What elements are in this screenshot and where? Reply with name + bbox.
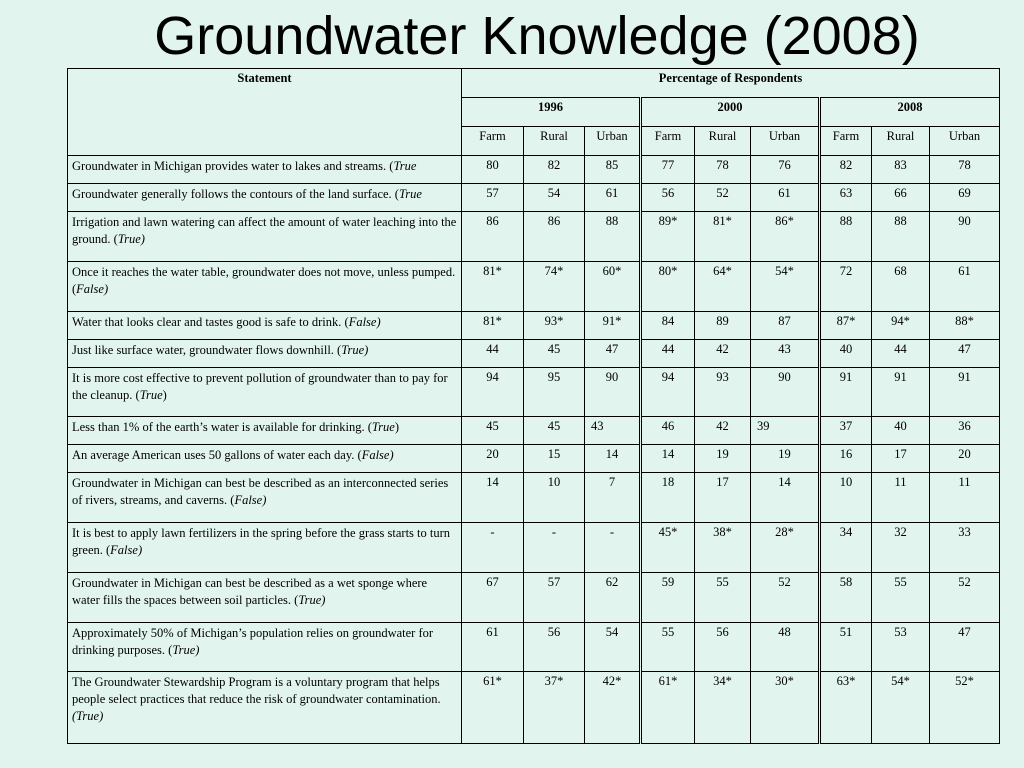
value-cell: 88	[872, 212, 930, 262]
value-cell: 91*	[585, 311, 641, 339]
table-row	[68, 417, 1000, 445]
value-cell: 91	[820, 367, 872, 417]
statement-cell	[68, 622, 462, 672]
statement-cell	[68, 417, 462, 445]
answer-text: False)	[110, 543, 143, 558]
subgroup-header: Urban	[751, 127, 820, 156]
value-cell: 52	[930, 572, 1000, 622]
value-cell: 14	[751, 473, 820, 523]
value-cell: 20	[462, 445, 524, 473]
value-cell: 10	[524, 473, 585, 523]
statement-text: It is more cost effective to prevent pollution of groundwater than to pay for the cleanup. (	[72, 370, 448, 402]
statement-text: Once it reaches the water table, groundwater does not move, unless pumped. (	[72, 264, 456, 296]
groundwater-knowledge-table	[67, 68, 1000, 744]
value-cell: 40	[872, 417, 930, 445]
year-header-2000: 2000	[641, 98, 820, 127]
subgroup-header: Urban	[930, 127, 1000, 156]
value-cell: 95	[524, 367, 585, 417]
statement-header: Statement	[68, 69, 462, 156]
value-cell: 82	[820, 156, 872, 184]
value-cell: 61*	[462, 672, 524, 744]
value-cell: 46	[641, 417, 695, 445]
value-cell: -	[585, 523, 641, 573]
subgroup-header: Farm	[462, 127, 524, 156]
value-cell: 42	[695, 339, 751, 367]
value-cell: 57	[524, 572, 585, 622]
value-cell: 19	[695, 445, 751, 473]
statement-cell	[68, 473, 462, 523]
table-row	[68, 523, 1000, 573]
value-cell: 83	[872, 156, 930, 184]
value-cell: 72	[820, 261, 872, 311]
statement-cell	[68, 572, 462, 622]
value-cell: 37*	[524, 672, 585, 744]
value-cell: 89*	[641, 212, 695, 262]
value-cell: 74*	[524, 261, 585, 311]
value-cell: 52*	[930, 672, 1000, 744]
value-cell: 42	[695, 417, 751, 445]
value-cell: 86*	[751, 212, 820, 262]
answer-text: (True)	[72, 709, 104, 724]
value-cell: 94	[641, 367, 695, 417]
value-cell: 10	[820, 473, 872, 523]
statement-text: Groundwater in Michigan can best be described as an interconnected series of rivers, streams, and caverns. (	[72, 476, 449, 508]
value-cell: 56	[695, 622, 751, 672]
value-cell: 88*	[930, 311, 1000, 339]
value-cell: 54	[585, 622, 641, 672]
statement-text: The Groundwater Stewardship Program is a voluntary program that helps people select practices that reduce the risk of groundwater contamination.	[72, 675, 441, 707]
value-cell: 47	[930, 339, 1000, 367]
value-cell: 94*	[872, 311, 930, 339]
subgroup-header: Farm	[641, 127, 695, 156]
value-cell: 40	[820, 339, 872, 367]
statement-close: )	[162, 387, 167, 402]
value-cell: 61	[462, 622, 524, 672]
answer-text: False)	[76, 281, 109, 296]
value-cell: 15	[524, 445, 585, 473]
statement-text: Groundwater in Michigan can best be described as a wet sponge where water fills the spaces between soil particles. (	[72, 575, 428, 607]
value-cell: 55	[872, 572, 930, 622]
value-cell: 11	[872, 473, 930, 523]
value-cell: 93*	[524, 311, 585, 339]
value-cell: 80*	[641, 261, 695, 311]
value-cell: 44	[462, 339, 524, 367]
statement-cell	[68, 445, 462, 473]
value-cell: 84	[641, 311, 695, 339]
answer-text: False)	[361, 448, 394, 463]
answer-text: True	[398, 187, 422, 202]
value-cell: 34	[820, 523, 872, 573]
statement-text: Groundwater in Michigan provides water to lakes and streams. (	[72, 159, 394, 173]
value-cell: 67	[462, 572, 524, 622]
value-cell: 81*	[695, 212, 751, 262]
value-cell: -	[462, 523, 524, 573]
statement-cell	[68, 212, 462, 262]
value-cell: 87*	[820, 311, 872, 339]
value-cell: 63*	[820, 672, 872, 744]
value-cell: 78	[695, 156, 751, 184]
answer-text: True	[139, 387, 163, 402]
value-cell: 61	[585, 184, 641, 212]
statement-cell	[68, 523, 462, 573]
statement-cell	[68, 339, 462, 367]
value-cell: 48	[751, 622, 820, 672]
value-cell: 17	[872, 445, 930, 473]
value-cell: 20	[930, 445, 1000, 473]
value-cell: 81*	[462, 311, 524, 339]
value-cell: 36	[930, 417, 1000, 445]
value-cell: 54*	[751, 261, 820, 311]
table-row	[68, 367, 1000, 417]
value-cell: 47	[930, 622, 1000, 672]
value-cell: 76	[751, 156, 820, 184]
table-row	[68, 672, 1000, 744]
table-row	[68, 445, 1000, 473]
value-cell: 52	[695, 184, 751, 212]
value-cell: 61	[930, 261, 1000, 311]
value-cell: 51	[820, 622, 872, 672]
statement-text: Approximately 50% of Michigan’s population relies on groundwater for drinking purposes. (	[72, 625, 434, 657]
table-row	[68, 156, 1000, 184]
value-cell: 78	[930, 156, 1000, 184]
value-cell: 44	[872, 339, 930, 367]
statement-close: )	[394, 420, 400, 435]
table-row	[68, 572, 1000, 622]
statement-cell	[68, 311, 462, 339]
value-cell: 14	[585, 445, 641, 473]
statement-text: Groundwater generally follows the contours of the land surface. (	[72, 187, 399, 202]
value-cell: 68	[872, 261, 930, 311]
statement-cell	[68, 156, 462, 184]
table-row	[68, 212, 1000, 262]
value-cell: 81*	[462, 261, 524, 311]
value-cell: 45	[462, 417, 524, 445]
value-cell: 45*	[641, 523, 695, 573]
value-cell: 44	[641, 339, 695, 367]
value-cell: -	[524, 523, 585, 573]
value-cell: 91	[872, 367, 930, 417]
value-cell: 58	[820, 572, 872, 622]
value-cell: 30*	[751, 672, 820, 744]
percentage-header: Percentage of Respondents	[462, 69, 1000, 98]
statement-cell	[68, 672, 462, 744]
value-cell: 85	[585, 156, 641, 184]
statement-text: Just like surface water, groundwater flows downhill. (	[72, 342, 342, 357]
answer-text: True	[371, 420, 395, 435]
value-cell: 57	[462, 184, 524, 212]
subgroup-header: Rural	[872, 127, 930, 156]
value-cell: 18	[641, 473, 695, 523]
value-cell: 11	[930, 473, 1000, 523]
statement-text: An average American uses 50 gallons of water each day. (	[72, 448, 362, 463]
answer-text: False)	[234, 493, 267, 508]
subgroup-header: Rural	[524, 127, 585, 156]
value-cell: 17	[695, 473, 751, 523]
answer-text: True)	[117, 232, 145, 247]
answer-text: True)	[172, 642, 200, 657]
value-cell: 86	[524, 212, 585, 262]
value-cell: 33	[930, 523, 1000, 573]
statement-cell	[68, 367, 462, 417]
value-cell: 82	[524, 156, 585, 184]
statement-text: It is best to apply lawn fertilizers in the spring before the grass starts to turn green. (	[72, 526, 451, 558]
value-cell: 19	[751, 445, 820, 473]
value-cell: 86	[462, 212, 524, 262]
statement-text: Less than 1% of the earth’s water is available for drinking. (	[72, 420, 372, 435]
value-cell: 47	[585, 339, 641, 367]
year-header-1996: 1996	[462, 98, 641, 127]
value-cell: 69	[930, 184, 1000, 212]
value-cell: 63	[820, 184, 872, 212]
value-cell: 55	[641, 622, 695, 672]
value-cell: 56	[524, 622, 585, 672]
value-cell: 80	[462, 156, 524, 184]
table-row	[68, 311, 1000, 339]
answer-text: True	[393, 159, 417, 173]
statement-text: Irrigation and lawn watering can affect the amount of water leaching into the ground. (	[72, 215, 457, 247]
table-row	[68, 622, 1000, 672]
subgroup-header: Farm	[820, 127, 872, 156]
value-cell: 16	[820, 445, 872, 473]
value-cell: 43	[751, 339, 820, 367]
value-cell: 43	[585, 417, 641, 445]
value-cell: 60*	[585, 261, 641, 311]
value-cell: 32	[872, 523, 930, 573]
subgroup-header: Rural	[695, 127, 751, 156]
value-cell: 66	[872, 184, 930, 212]
value-cell: 34*	[695, 672, 751, 744]
answer-text: True)	[298, 592, 326, 607]
value-cell: 77	[641, 156, 695, 184]
value-cell: 87	[751, 311, 820, 339]
value-cell: 88	[585, 212, 641, 262]
value-cell: 94	[462, 367, 524, 417]
value-cell: 54	[524, 184, 585, 212]
value-cell: 42*	[585, 672, 641, 744]
value-cell: 90	[751, 367, 820, 417]
value-cell: 14	[641, 445, 695, 473]
year-header-2008: 2008	[820, 98, 1000, 127]
value-cell: 54*	[872, 672, 930, 744]
value-cell: 53	[872, 622, 930, 672]
answer-text: False)	[348, 314, 381, 329]
value-cell: 88	[820, 212, 872, 262]
value-cell: 37	[820, 417, 872, 445]
page-title: Groundwater Knowledge (2008)	[154, 6, 920, 66]
value-cell: 62	[585, 572, 641, 622]
statement-cell	[68, 184, 462, 212]
value-cell: 61*	[641, 672, 695, 744]
value-cell: 90	[585, 367, 641, 417]
value-cell: 28*	[751, 523, 820, 573]
subgroup-header: Urban	[585, 127, 641, 156]
table-row	[68, 261, 1000, 311]
value-cell: 59	[641, 572, 695, 622]
value-cell: 52	[751, 572, 820, 622]
table-row	[68, 339, 1000, 367]
value-cell: 38*	[695, 523, 751, 573]
value-cell: 39	[751, 417, 820, 445]
value-cell: 61	[751, 184, 820, 212]
value-cell: 90	[930, 212, 1000, 262]
value-cell: 14	[462, 473, 524, 523]
value-cell: 93	[695, 367, 751, 417]
value-cell: 56	[641, 184, 695, 212]
value-cell: 45	[524, 339, 585, 367]
table-row	[68, 473, 1000, 523]
answer-text: True)	[341, 342, 369, 357]
value-cell: 89	[695, 311, 751, 339]
value-cell: 64*	[695, 261, 751, 311]
statement-text: Water that looks clear and tastes good is safe to drink. (	[72, 314, 349, 329]
statement-cell	[68, 261, 462, 311]
value-cell: 91	[930, 367, 1000, 417]
table-row	[68, 184, 1000, 212]
value-cell: 7	[585, 473, 641, 523]
value-cell: 55	[695, 572, 751, 622]
value-cell: 45	[524, 417, 585, 445]
